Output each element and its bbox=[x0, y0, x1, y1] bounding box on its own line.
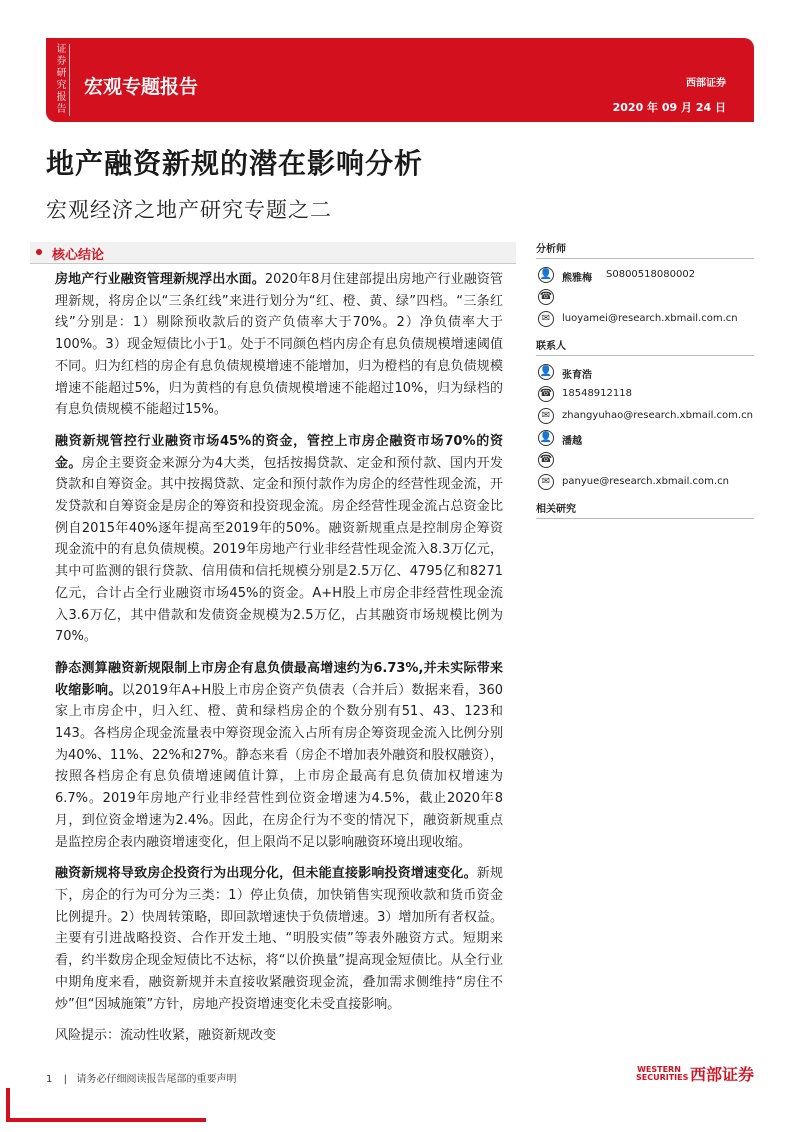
western-logo-mark: WESTERN SECURITIES bbox=[635, 1064, 689, 1082]
paragraph-text: 2020年8月住建部提出房地产行业融资管理新规，将房企以“三条红线”来进行划分为“红、橙、黄、绿”四档。“三条红线”分别是：1）剔除预收款后的资产负债率大于70%。2）净负债率大于100%。3）现金短债比小于1。处于不同颜色档内房企有息负债规模增速阈值不同。归为红档的房企有息负债规模增速不能增加，归为橙档的有息负债规模增速不能超过5%，归为黄档的有息负债规模增速不能超过10%，归为绿档的有息负债规模不能超过15%。 bbox=[55, 272, 503, 418]
contact2-name: 潘越 bbox=[562, 436, 582, 447]
analyst-cert: S0800518080002 bbox=[606, 269, 696, 280]
footer bbox=[46, 1070, 236, 1085]
corner-decoration bbox=[6, 1118, 206, 1122]
person-icon: 👤 bbox=[538, 267, 554, 283]
paragraph-lead: 融资新规将导致房企投资行为出现分化，但未能直接影响投资增速变化。 bbox=[55, 866, 477, 882]
page-subtitle: 宏观经济之地产研究专题之二 bbox=[46, 198, 332, 222]
page-title: 地产融资新规的潜在影响分析 bbox=[46, 147, 424, 180]
header-right bbox=[613, 74, 726, 115]
contact1-phone-row bbox=[536, 384, 754, 406]
contact2-phone-row bbox=[536, 450, 754, 472]
paragraph bbox=[55, 269, 503, 421]
phone-icon: ☎ bbox=[538, 289, 554, 305]
person-icon: 👤 bbox=[538, 364, 554, 380]
paragraph-lead: 房地产行业融资管理新规浮出水面。 bbox=[55, 272, 265, 287]
paragraph-text: 新规下，房企的行为可分为三类：1）停止负债，加快销售实现预收款和货币资金比例提升。2）快周转策略，即回款增速快于负债增速。3）增加所有者权益。主要有引进战略投资、合作开发土地、“明股实债”等表外融资方式。短期来看，约半数房企现金短债比不达标，将“以价换量”提高现金短债比。从全行业中期角度来看，融资新规并未直接收紧融资现金流，叠加需求侧维持“房住不炒”但“因城施策”方针，房地产投资增速变化未受直接影响。 bbox=[55, 866, 503, 1012]
analyst-row bbox=[536, 265, 754, 287]
mail-icon: ✉ bbox=[538, 408, 554, 424]
sidebar bbox=[536, 240, 754, 519]
footer-disclaimer: 请务必仔细阅读报告尾部的重要声明 bbox=[76, 1074, 237, 1085]
page-number: 1 bbox=[46, 1074, 53, 1085]
logo-name: 西部证券 bbox=[689, 1065, 754, 1084]
contact2-row bbox=[536, 428, 754, 450]
contact2-email[interactable]: panyue@research.xbmail.com.cn bbox=[562, 476, 729, 487]
risk-note: 风险提示：流动性收紧，融资新规改变 bbox=[55, 1028, 277, 1044]
report-date: 2020 年 09 月 24 日 bbox=[612, 101, 726, 114]
paragraph bbox=[55, 431, 503, 648]
report-header bbox=[46, 38, 754, 122]
phone-icon: ☎ bbox=[538, 386, 554, 402]
contact-heading: 联系人 bbox=[536, 337, 754, 356]
paragraph-lead: 静态测算融资新规限制上市房企有息负债最高增速约为6.73%,并未实际带来收缩影响。 bbox=[55, 660, 503, 698]
contact1-row bbox=[536, 362, 754, 384]
analyst-name: 熊雅梅 bbox=[562, 273, 592, 284]
analyst-email[interactable]: luoyamei@research.xbmail.com.cn bbox=[562, 313, 738, 324]
section-header bbox=[30, 242, 516, 264]
contact1-email-row bbox=[536, 406, 754, 428]
phone-row bbox=[536, 287, 754, 309]
bullet-dot-icon bbox=[36, 249, 42, 255]
footer-divider: | bbox=[63, 1074, 74, 1085]
footer-logo bbox=[636, 1062, 754, 1085]
paragraph-text: 以2019年A+H股上市房企资产负债表（合并后）数据来看，360家上市房企中，归入红、橙、黄和绿档房企的个数分别有51、43、123和143。各档房企现金流量表中筹资现金流入占所有房企筹资现金流入比例分别为40%、11%、22%和27%。静态来看（房企不增加表外融资和股权融资），按照各档房企有息负债增速阈值计算，上市房企最高有息负债加权增速为6.7%。2019年房地产行业非经营性到位资金增速为4.5%，截止2020年8月，到位资金增速为2.4%。因此，在房企行为不变的情况下，融资新规重点是监控房企表内融资增速变化，但上限尚不足以影响融资环境出现收缩。 bbox=[55, 682, 503, 850]
contact1-email[interactable]: zhangyuhao@research.xbmail.com.cn bbox=[562, 410, 753, 421]
paragraph-lead: 融资新规管控行业融资市场45%的资金，管控上市房企融资市场70%的资金。 bbox=[55, 433, 503, 471]
mail-icon: ✉ bbox=[538, 474, 554, 490]
person-icon: 👤 bbox=[538, 430, 554, 446]
email-row bbox=[536, 309, 754, 331]
contact2-email-row bbox=[536, 472, 754, 494]
contact1-name: 张育浩 bbox=[562, 370, 592, 381]
paragraph bbox=[55, 658, 503, 853]
paragraph bbox=[55, 863, 503, 1015]
contact1-phone: 18548912118 bbox=[562, 388, 632, 399]
broker-name: 西部证券 bbox=[686, 78, 726, 89]
header-vertical-label: 证券研究报告 bbox=[56, 44, 70, 116]
report-category: 宏观专题报告 bbox=[84, 76, 199, 98]
related-heading: 相关研究 bbox=[536, 500, 754, 519]
section-label: 核心结论 bbox=[52, 248, 105, 263]
corner-decoration bbox=[6, 1088, 10, 1122]
main-body bbox=[55, 269, 503, 1046]
analyst-heading: 分析师 bbox=[536, 240, 754, 259]
mail-icon: ✉ bbox=[538, 311, 554, 327]
phone-icon: ☎ bbox=[538, 452, 554, 468]
paragraph-text: 房企主要资金来源分为4大类，包括按揭贷款、定金和预付款、国内开发贷款和自筹资金。其中按揭贷款、定金和预付款作为房企的经营性现金流，开发贷款和自筹资金是房企的筹资和投资现金流。房企经营性现金流占总资金比例自2015年40%逐年提高至2019年的50%。融资新规重点是控制房企筹资现金流中的有息负债规模。2019年房地产行业非经营性现金流入8.3万亿元，其中可监测的银行贷款、信用债和信托规模分别是2.5万亿、4795亿和8271亿元，合计占全行业融资市场45%的资金。A+H股上市房企非经营性现金流入3.6万亿，其中借款和发债资金规模为2.5万亿，占其融资市场规模比例为70%。 bbox=[55, 455, 503, 645]
